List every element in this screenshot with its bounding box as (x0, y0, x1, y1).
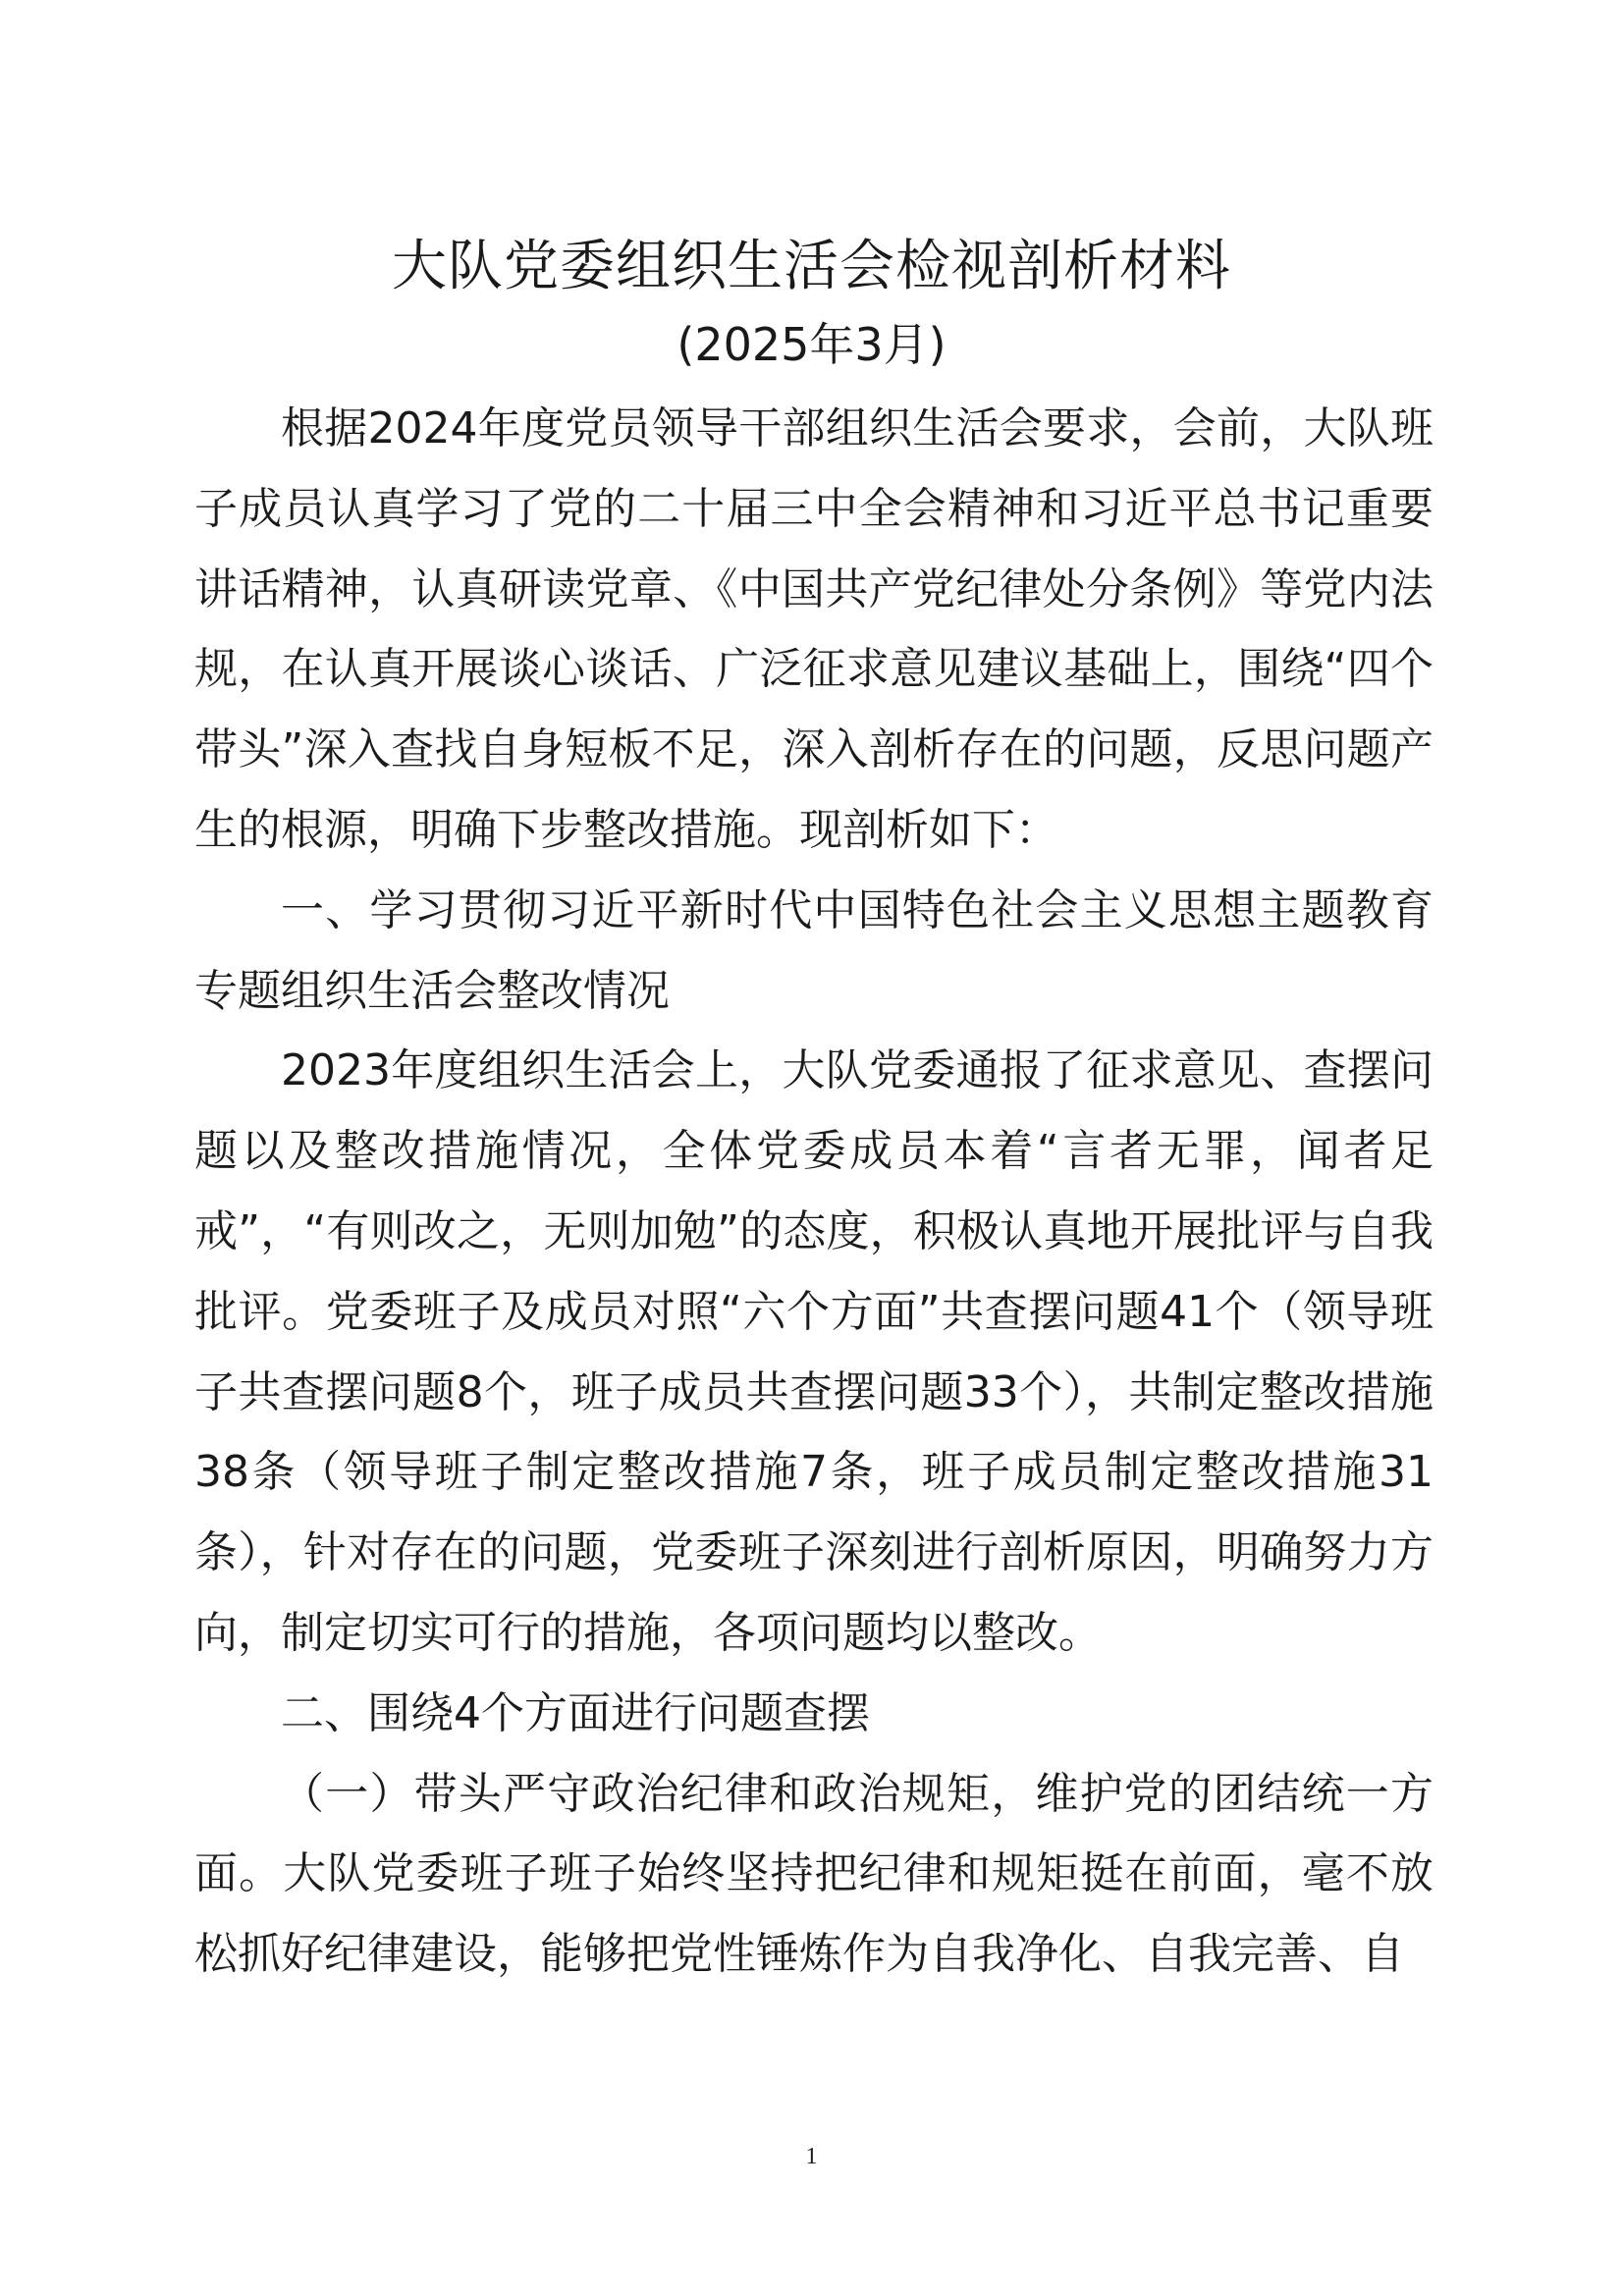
intro-paragraph: 根据2024年度党员领导干部组织生活会要求，会前，大队班子成员认真学习了党的二十届三中全会精神和习近平总书记重要讲话精神，认真研读党章、《中国共产党纪律处分条例》等党内法规，在认真开展谈心谈话、广泛征求意见建议基础上，围绕“四个带头”深入查找自身短板不足，深入剖析存在的问题，反思问题产生的根源，明确下步整改措施。现剖析如下： (194, 403, 1434, 855)
section-heading-1: 一、学习贯彻习近平新时代中国特色社会主义思想主题教育专题组织生活会整改情况 (194, 884, 1434, 1016)
document-title: 大队党委组织生活会检视剖析材料 (392, 235, 1231, 298)
rectification-paragraph: 2023年度组织生活会上，大队党委通报了征求意见、查摆问题以及整改措施情况，全体党委成员本着“言者无罪，闻者足戒”，“有则改之，无则加勉”的态度，积极认真地开展批评与自我批评。党委班子及成员对照“六个方面”共查摆问题41个（领导班子共查摆问题8个，班子成员共查摆问题33个），共制定整改措施38条（领导班子制定整改措施7条，班子成员制定整改措施31条），针对存在的问题，党委班子深刻进行剖析原因，明确努力方向，制定切实可行的措施，各项问题均以整改。 (194, 1045, 1434, 1658)
document-date: (2025年3月) (676, 318, 947, 371)
section-heading-2: 二、围绕4个方面进行问题查摆 (281, 1687, 870, 1738)
document-body (194, 389, 1434, 1995)
subsection-paragraph-1: （一）带头严守政治纪律和政治规矩，维护党的团结统一方面。大队党委班子班子始终坚持把纪律和规矩挺在前面，毫不放松抓好纪律建设，能够把党性锤炼作为自我净化、自我完善、自 (194, 1768, 1434, 1980)
page-number: 1 (805, 2144, 818, 2169)
